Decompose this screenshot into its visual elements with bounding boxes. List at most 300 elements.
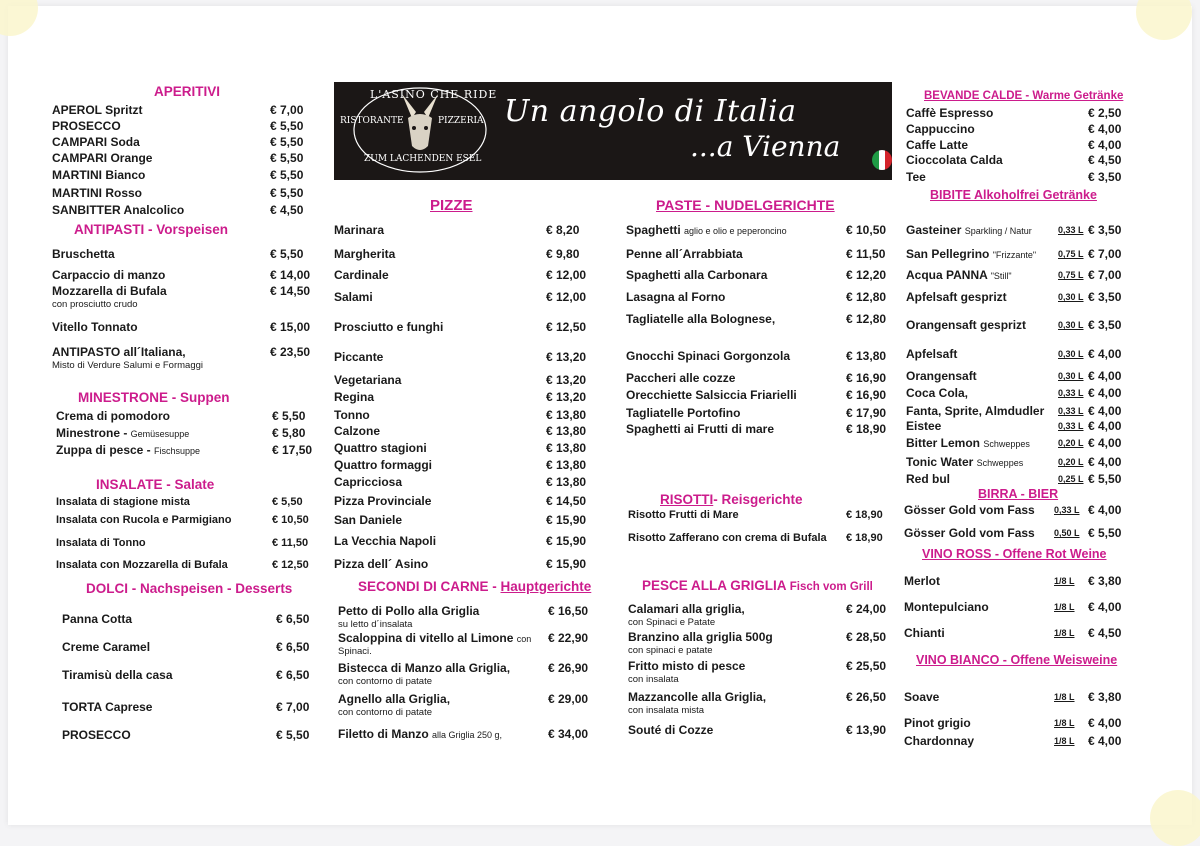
bibite-heading: BIBITE Alkoholfrei Getränke (930, 188, 1097, 202)
bibite-item-price: € 7,00 (1088, 268, 1122, 282)
birra-item-label: Gösser Gold vom Fass (904, 526, 1035, 540)
bevande-item-price: € 4,00 (1088, 122, 1122, 136)
pizze-item-name (334, 513, 402, 527)
paste-item-name (626, 223, 787, 237)
paste-item-name (626, 406, 740, 420)
vino_bianco-item-price: € 4,00 (1088, 734, 1122, 748)
bibite-item-price: € 3,50 (1088, 290, 1122, 304)
secondi-item-price: € 22,90 (548, 631, 589, 645)
aperitivi-heading: APERITIVI (154, 84, 221, 99)
vino_bianco-item-volume: 1/8 L (1054, 718, 1075, 728)
aperitivi-item-name (52, 135, 140, 149)
bevande-item-name (906, 106, 993, 120)
bevande-item-price: € 2,50 (1088, 106, 1122, 120)
secondi-item-detail: su letto d´insalata (338, 619, 413, 630)
bibite-item-name (906, 455, 1023, 469)
aperitivi-item-label: SANBITTER Analcolico (52, 203, 185, 217)
birra-item-volume: 0,50 L (1054, 528, 1080, 538)
pizze-item-name (334, 247, 395, 261)
antipasti-heading: ANTIPASTI - Vorspeisen (74, 222, 229, 237)
secondi-item-name (338, 661, 510, 687)
pesce-item-price: € 25,50 (846, 659, 887, 673)
minestrone-item-price: € 17,50 (272, 443, 313, 457)
secondi-heading (358, 579, 591, 594)
antipasti-item-detail: con prosciutto crudo (52, 299, 138, 310)
pesce-item-label: Branzino alla griglia 500g (628, 630, 773, 644)
bibite-item-note: "Still" (990, 271, 1012, 281)
bibite-item-label: Orangensaft (906, 369, 977, 383)
bibite-item-name (906, 290, 1007, 304)
minestrone-item-name (56, 409, 170, 423)
vino_rosso-item-label: Montepulciano (904, 600, 989, 614)
insalate-item-label: Insalata con Mozzarella di Bufala (56, 559, 228, 571)
antipasti-item-price: € 14,50 (270, 284, 311, 298)
pizze-item-price: € 15,90 (546, 513, 587, 527)
bibite-item-label: Orangensaft gesprizt (906, 318, 1027, 332)
pizze-item-name (334, 320, 443, 334)
paste-item-label: Gnocchi Spinaci Gorgonzola (626, 349, 791, 363)
pizze-item-price: € 12,00 (546, 290, 587, 304)
pizze-item-price: € 13,20 (546, 350, 587, 364)
pizze-item-price: € 14,50 (546, 494, 587, 508)
bibite-item-volume: 0,25 L (1058, 474, 1084, 484)
bibite-item-name (906, 318, 1026, 332)
paste-item-label: Paccheri alle cozze (626, 371, 736, 385)
bibite-item-label: Apfelsaft (906, 347, 958, 361)
bevande-item-price: € 4,00 (1088, 138, 1122, 152)
minestrone-item-label: Crema di pomodoro (56, 409, 171, 423)
bibite-item-label: Acqua PANNA (906, 268, 991, 282)
pizze-item-price: € 9,80 (546, 247, 580, 261)
aperitivi-item-label: MARTINI Bianco (52, 168, 146, 182)
minestrone-item-name (56, 443, 200, 457)
aperitivi-item-name (52, 168, 145, 182)
antipasti-item-name (52, 345, 203, 371)
paste-item-name (626, 422, 774, 436)
bevande-heading: BEVANDE CALDE - Warme Getränke (924, 90, 1124, 102)
bibite-item-price: € 4,00 (1088, 369, 1122, 383)
paste-item-label: Spaghetti ai Frutti di mare (626, 422, 775, 436)
dolci-item-name (62, 612, 132, 626)
paste-item-price: € 12,80 (846, 290, 887, 304)
paste-item-label: Tagliatelle Portofino (626, 406, 741, 420)
bibite-item-note: Schweppes (983, 439, 1030, 449)
pizze-item-name (334, 223, 384, 237)
vino_rosso-item-volume: 1/8 L (1054, 602, 1075, 612)
pesce-item-name (628, 602, 745, 628)
secondi-item-price: € 16,50 (548, 604, 589, 618)
bibite-item-label: Coca Cola, (906, 386, 969, 400)
bevande-item-name (906, 122, 975, 136)
bibite-item-volume: 0,20 L (1058, 457, 1084, 467)
pizze-item-name (334, 268, 389, 282)
antipasti-item-name (52, 247, 115, 261)
birra-item-volume: 0,33 L (1054, 505, 1080, 515)
paste-heading: PASTE - NUDELGERICHTE (656, 197, 835, 213)
aperitivi-item-label: MARTINI Rosso (52, 186, 142, 200)
antipasti-item-price: € 14,00 (270, 268, 311, 282)
paste-item-name (626, 290, 725, 304)
insalate-item-label: Insalata di Tonno (56, 537, 146, 549)
bibite-item-price: € 4,00 (1088, 436, 1122, 450)
pizze-item-price: € 12,50 (546, 320, 587, 334)
paste-item-price: € 16,90 (846, 388, 887, 402)
secondi-item-label: Filetto di Manzo (338, 727, 432, 741)
minestrone-item-price: € 5,50 (272, 409, 306, 423)
paste-item-label: Spaghetti alla Carbonara (626, 268, 768, 282)
aperitivi-item-label: APEROL Spritzt (52, 103, 143, 117)
vino_bianco-item-volume: 1/8 L (1054, 736, 1075, 746)
dolci-item-price: € 6,50 (276, 612, 310, 626)
logo-top-text: L'ASINO CHE RIDE (370, 88, 498, 101)
banner-title-line2: ...a Vienna (690, 130, 841, 163)
bibite-item-name (906, 268, 1012, 282)
pesce-item-label: Mazzancolle alla Griglia, (628, 690, 767, 704)
antipasti-item-label: Vitello Tonnato (52, 320, 138, 334)
aperitivi-item-name (52, 186, 142, 200)
pizze-item-price: € 12,00 (546, 268, 587, 282)
pizze-item-name (334, 373, 401, 387)
paste-item-name (626, 371, 735, 385)
pizze-item-label: Quattro formaggi (334, 458, 432, 472)
minestrone-item-name (56, 426, 189, 440)
bibite-item-price: € 4,00 (1088, 347, 1122, 361)
risotti-item-price: € 18,90 (846, 532, 883, 544)
paste-item-name (626, 268, 767, 282)
bibite-item-label: Bitter Lemon (906, 436, 984, 450)
paste-item-price: € 16,90 (846, 371, 887, 385)
insalate-item-price: € 5,50 (272, 496, 303, 508)
pizze-item-label: Marinara (334, 223, 385, 237)
pizze-item-label: Vegetariana (334, 373, 402, 387)
pizze-item-label: Pizza dell´ Asino (334, 557, 429, 571)
dolci-item-price: € 5,50 (276, 728, 310, 742)
secondi-item-price: € 26,90 (548, 661, 589, 675)
risotti-heading (660, 492, 803, 507)
bibite-item-note: "Frizzante" (992, 250, 1037, 260)
pizze-item-name (334, 290, 373, 304)
logo-bottom-text: ZUM LACHENDEN ESEL (364, 154, 482, 164)
pizze-item-name (334, 475, 402, 489)
vino_rosso-item-price: € 4,00 (1088, 600, 1122, 614)
minestrone-item-label: Minestrone - (56, 426, 131, 440)
bibite-item-name (906, 386, 968, 400)
secondi-heading-sub: Hauptgerichte (500, 579, 592, 594)
antipasti-item-price: € 15,00 (270, 320, 311, 334)
bibite-item-volume: 0,33 L (1058, 406, 1084, 416)
paste-item-price: € 12,80 (846, 312, 887, 326)
insalate-heading: INSALATE - Salate (96, 477, 215, 492)
secondi-item-label: Bistecca di Manzo alla Griglia, (338, 661, 511, 675)
pizze-item-label: Margherita (334, 247, 396, 261)
paste-item-price: € 18,90 (846, 422, 887, 436)
insalate-item-name (56, 559, 228, 571)
bibite-item-price: € 3,50 (1088, 223, 1122, 237)
bevande-item-name (906, 170, 926, 184)
bevande-item-name (906, 153, 1003, 167)
secondi-heading-main: SECONDI DI CARNE - (358, 579, 501, 594)
bibite-item-volume: 0,30 L (1058, 349, 1084, 359)
bibite-item-volume: 0,30 L (1058, 292, 1084, 302)
bibite-item-label: San Pellegrino (906, 247, 993, 261)
bibite-item-price: € 7,00 (1088, 247, 1122, 261)
bibite-item-label: Red bul (906, 472, 950, 486)
risotti-item-label: Risotto Frutti di Mare (628, 509, 739, 521)
bevande-item-label: Caffe Latte (906, 138, 969, 152)
bibite-item-name (906, 419, 941, 433)
pizze-item-name (334, 534, 436, 548)
vino_rosso-item-label: Chianti (904, 626, 945, 640)
vino-bianco-heading: VINO BIANCO - Offene Weisweine (916, 653, 1118, 667)
pesce-item-label: Fritto misto di pesce (628, 659, 746, 673)
bibite-item-price: € 4,00 (1088, 419, 1122, 433)
bibite-item-volume: 0,75 L (1058, 249, 1084, 259)
vino_bianco-item-price: € 4,00 (1088, 716, 1122, 730)
insalate-item-name (56, 514, 231, 526)
vino_rosso-item-name (904, 574, 940, 588)
bibite-item-label: Fanta, Sprite, Almdudler (906, 404, 1045, 418)
vino_rosso-item-price: € 3,80 (1088, 574, 1122, 588)
minestrone-item-label: Zuppa di pesce - (56, 443, 155, 457)
bibite-item-price: € 4,00 (1088, 386, 1122, 400)
bibite-item-note: Schweppes (976, 458, 1024, 468)
risotti-heading-main: RISOTTI (660, 492, 714, 507)
insalate-item-label: Insalata di stagione mista (56, 496, 190, 508)
vino_rosso-item-price: € 4,50 (1088, 626, 1122, 640)
pesce-item-price: € 26,50 (846, 690, 887, 704)
logo-right-text: PIZZERIA (438, 116, 484, 126)
pizze-item-price: € 13,80 (546, 475, 587, 489)
pesce-item-label: Souté di Cozze (628, 723, 714, 737)
vino_bianco-item-volume: 1/8 L (1054, 692, 1075, 702)
aperitivi-item-name (52, 119, 121, 133)
aperitivi-item-label: CAMPARI Soda (52, 135, 140, 149)
secondi-item-name (338, 631, 531, 657)
bibite-item-label: Tonic Water (906, 455, 977, 469)
dolci-item-name (62, 668, 173, 682)
bibite-item-name (906, 247, 1036, 261)
pesce-item-detail: con Spinaci e Patate (628, 617, 716, 628)
pizze-item-label: Regina (334, 390, 375, 404)
paste-item-price: € 10,50 (846, 223, 887, 237)
insalate-item-name (56, 537, 146, 549)
insalate-item-price: € 11,50 (272, 537, 309, 549)
pizze-item-label: Cardinale (334, 268, 389, 282)
paste-item-label: Spaghetti (626, 223, 685, 237)
paste-item-note: aglio e olio e peperoncino (684, 226, 787, 236)
secondi-item-detail: con contorno di patate (338, 676, 433, 687)
bevande-item-price: € 4,50 (1088, 153, 1122, 167)
aperitivi-item-price: € 5,50 (270, 135, 304, 149)
paste-item-name (626, 247, 743, 261)
bibite-item-price: € 4,00 (1088, 404, 1122, 418)
dolci-item-name (62, 640, 150, 654)
tape-bottom-right (1150, 790, 1200, 846)
bibite-item-volume: 0,20 L (1058, 438, 1084, 448)
paste-item-price: € 11,50 (846, 247, 886, 261)
pesce-heading-main: PESCE ALLA GRIGLIA (642, 578, 790, 593)
pizze-item-label: Pizza Provinciale (334, 494, 432, 508)
vino_bianco-item-label: Chardonnay (904, 734, 975, 748)
secondi-item-label: Scaloppina di vitello al Limone (338, 631, 517, 645)
vino_bianco-item-name (904, 716, 971, 730)
vino_rosso-item-name (904, 626, 945, 640)
bibite-item-name (906, 347, 957, 361)
pizze-item-name (334, 458, 432, 472)
paste-item-price: € 13,80 (846, 349, 887, 363)
pesce-item-detail: con spinaci e patate (628, 645, 713, 656)
pizze-item-name (334, 350, 383, 364)
birra-item-price: € 5,50 (1088, 526, 1122, 540)
aperitivi-item-name (52, 103, 142, 117)
secondi-item-note: alla Griglia 250 g, (432, 730, 503, 740)
paste-item-name (626, 388, 797, 402)
logo-left-text: RISTORANTE (340, 116, 404, 126)
antipasti-item-label: Carpaccio di manzo (52, 268, 166, 282)
birra-item-name (904, 526, 1035, 540)
restaurant-banner (334, 82, 892, 180)
pizze-item-price: € 13,20 (546, 390, 587, 404)
pizze-item-name (334, 557, 428, 571)
bibite-item-name (906, 404, 1044, 418)
insalate-item-name (56, 496, 190, 508)
dolci-heading: DOLCI - Nachspeisen - Desserts (86, 581, 293, 596)
pesce-heading (642, 578, 873, 593)
bibite-item-label: Apfelsaft gesprizt (906, 290, 1007, 304)
secondi-item-name (338, 604, 479, 630)
minestrone-item-price: € 5,80 (272, 426, 306, 440)
italian-flag-icon (872, 150, 892, 170)
pesce-item-label: Calamari alla griglia, (628, 602, 745, 616)
birra-heading: BIRRA - BIER (978, 487, 1059, 501)
pesce-item-price: € 28,50 (846, 630, 887, 644)
secondi-item-note: con (516, 634, 532, 644)
pesce-item-detail: con insalata (628, 674, 679, 685)
minestrone-heading: MINESTRONE - Suppen (78, 390, 230, 405)
aperitivi-item-price: € 5,50 (270, 119, 304, 133)
vino_bianco-item-price: € 3,80 (1088, 690, 1122, 704)
risotti-item-name (628, 532, 827, 544)
pizze-item-label: San Daniele (334, 513, 403, 527)
bevande-item-price: € 3,50 (1088, 170, 1122, 184)
bibite-item-name (906, 223, 1032, 237)
paste-item-label: Tagliatelle alla Bolognese, (626, 312, 776, 326)
risotti-item-price: € 18,90 (846, 509, 883, 521)
bibite-item-price: € 5,50 (1088, 472, 1122, 486)
bibite-item-volume: 0,30 L (1058, 371, 1084, 381)
vino_bianco-item-label: Soave (904, 690, 940, 704)
pesce-item-price: € 13,90 (846, 723, 887, 737)
pizze-item-label: Calzone (334, 424, 381, 438)
pizze-item-price: € 13,80 (546, 408, 587, 422)
dolci-item-label: Tiramisù della casa (62, 668, 173, 682)
vino_bianco-item-label: Pinot grigio (904, 716, 971, 730)
bibite-item-volume: 0,30 L (1058, 320, 1084, 330)
bevande-item-label: Cioccolata Calda (906, 153, 1003, 167)
aperitivi-item-price: € 5,50 (270, 186, 304, 200)
aperitivi-item-name (52, 203, 184, 217)
pesce-item-name (628, 659, 745, 685)
aperitivi-item-name (52, 151, 152, 165)
pizze-item-price: € 13,80 (546, 424, 587, 438)
pizze-item-name (334, 408, 370, 422)
birra-item-label: Gösser Gold vom Fass (904, 503, 1035, 517)
insalate-item-price: € 12,50 (272, 559, 309, 571)
aperitivi-item-label: CAMPARI Orange (52, 151, 153, 165)
secondi-item-detail: con contorno di patate (338, 707, 433, 718)
vino_bianco-item-name (904, 690, 939, 704)
antipasti-item-price: € 5,50 (270, 247, 304, 261)
bibite-item-volume: 0,33 L (1058, 225, 1084, 235)
vino_rosso-item-volume: 1/8 L (1054, 576, 1075, 586)
pizze-heading: PIZZE (430, 197, 473, 214)
risotti-item-label: Risotto Zafferano con crema di Bufala (628, 532, 827, 544)
aperitivi-item-price: € 7,00 (270, 103, 304, 117)
pizze-item-price: € 15,90 (546, 557, 587, 571)
antipasti-item-label: ANTIPASTO all´Italiana, (52, 345, 186, 359)
pizze-item-price: € 13,80 (546, 458, 587, 472)
dolci-item-price: € 6,50 (276, 640, 310, 654)
secondi-item-label: Agnello alla Griglia, (338, 692, 451, 706)
bibite-item-volume: 0,75 L (1058, 270, 1084, 280)
pesce-item-name (628, 690, 766, 716)
pizze-item-name (334, 494, 431, 508)
pizze-item-label: Prosciutto e funghi (334, 320, 444, 334)
paste-item-label: Lasagna al Forno (626, 290, 726, 304)
bevande-item-name (906, 138, 968, 152)
pizze-item-label: La Vecchia Napoli (334, 534, 437, 548)
pizze-item-label: Quattro stagioni (334, 441, 427, 455)
aperitivi-item-price: € 5,50 (270, 151, 304, 165)
dolci-item-label: Creme Caramel (62, 640, 151, 654)
paste-item-price: € 12,20 (846, 268, 887, 282)
pizze-item-label: Piccante (334, 350, 384, 364)
bibite-item-name (906, 472, 950, 486)
paste-item-label: Orecchiette Salsiccia Friarielli (626, 388, 797, 402)
bevande-item-label: Caffè Espresso (906, 106, 994, 120)
secondi-item-label: Petto di Pollo alla Griglia (338, 604, 480, 618)
dolci-item-label: Panna Cotta (62, 612, 133, 626)
pizze-item-label: Salami (334, 290, 373, 304)
bibite-item-name (906, 436, 1030, 450)
vino_rosso-item-label: Merlot (904, 574, 940, 588)
vino_rosso-item-volume: 1/8 L (1054, 628, 1075, 638)
pesce-heading-sub: Fisch vom Grill (789, 581, 873, 593)
dolci-item-name (62, 700, 152, 714)
risotti-heading-sub: - Reisgerichte (713, 492, 803, 507)
minestrone-item-note: Gemüsesuppe (130, 429, 190, 439)
antipasti-item-name (52, 284, 167, 310)
insalate-item-price: € 10,50 (272, 514, 309, 526)
paste-item-name (626, 349, 790, 363)
birra-item-price: € 4,00 (1088, 503, 1122, 517)
paste-item-name (626, 312, 775, 326)
dolci-item-price: € 7,00 (276, 700, 310, 714)
pizze-item-name (334, 441, 427, 455)
pizze-item-price: € 13,80 (546, 441, 587, 455)
bibite-item-price: € 4,00 (1088, 455, 1122, 469)
dolci-item-label: PROSECCO (62, 728, 131, 742)
vino_rosso-item-name (904, 600, 989, 614)
pizze-item-price: € 8,20 (546, 223, 580, 237)
aperitivi-item-label: PROSECCO (52, 119, 121, 133)
bibite-item-note: Sparkling / Natur (964, 226, 1032, 236)
secondi-item-price: € 34,00 (548, 727, 589, 741)
pesce-item-name (628, 630, 773, 656)
bibite-item-volume: 0,33 L (1058, 388, 1084, 398)
antipasti-item-name (52, 268, 165, 282)
dolci-item-label: TORTA Caprese (62, 700, 153, 714)
